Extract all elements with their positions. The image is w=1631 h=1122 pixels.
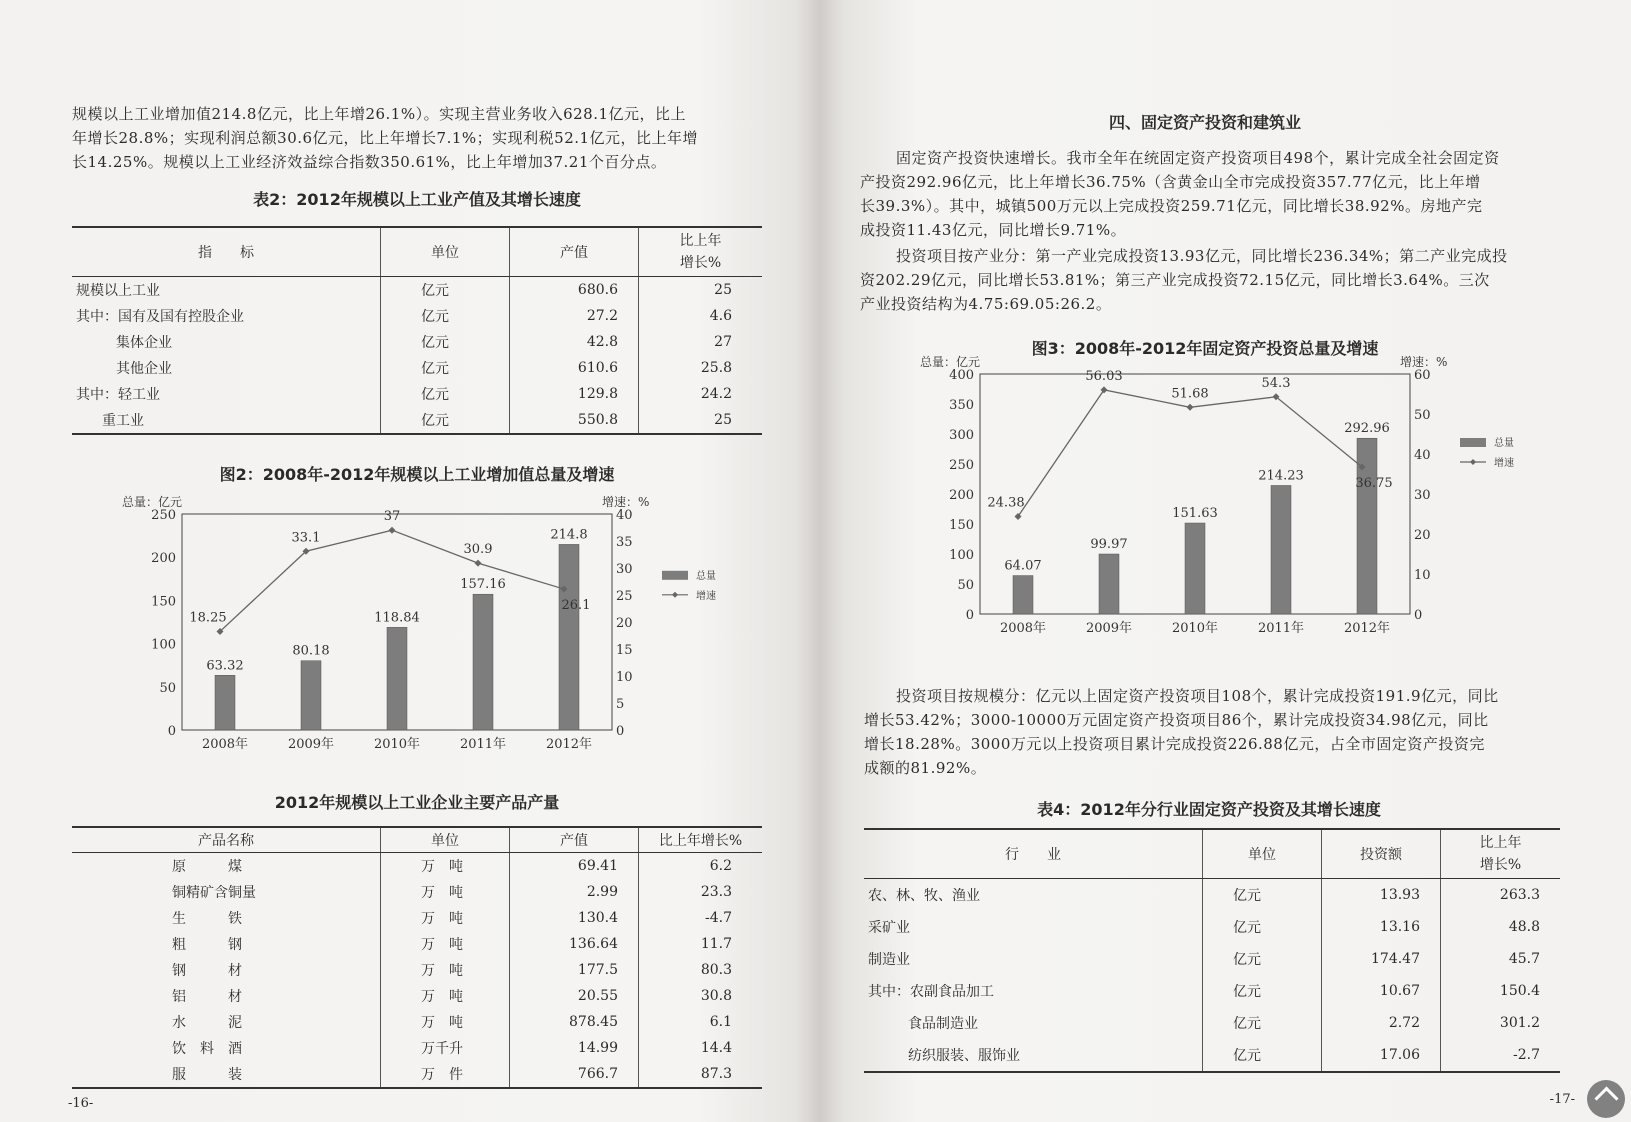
table-row: [72, 303, 762, 329]
table4-cell-growth: 48.8: [1508, 919, 1540, 935]
bar: [1013, 576, 1033, 614]
legend-line-marker: [1470, 459, 1476, 465]
bar-data-label: 157.16: [460, 577, 506, 593]
table3-cell-name: 饮 料 酒: [72, 1035, 381, 1061]
para3-line-2: 增长53.42%；3000-10000万元固定资产投资项目86个，累计完成投资34.98亿元，同比: [864, 711, 1489, 729]
y-axis-title: 总量：亿元: [122, 495, 183, 509]
legend-line-label: 增速: [696, 590, 716, 602]
table3-cell-value: 136.64: [510, 931, 639, 957]
table-row: [864, 1007, 1560, 1039]
table3-cell-growth: 80.3: [700, 962, 732, 978]
y-tick-label: 100: [949, 548, 974, 563]
table-row: [864, 1039, 1560, 1072]
table4-cell-growth: -2.7: [1441, 1039, 1561, 1072]
table4-cell-amount: 13.16: [1322, 911, 1441, 943]
intro-line-2: 年增长28.8%；实现利润总额30.6亿元，比上年增长7.1%；实现利税52.1亿元，比上年增: [72, 129, 699, 147]
para1-line-3: 长39.3%）。其中，城镇500万元以上完成投资259.71亿元，同比增长38.92%。房地产完: [860, 197, 1483, 215]
line-point: [1187, 404, 1194, 411]
table-row: [72, 1061, 762, 1088]
legend-bar-label: 总量: [1494, 438, 1514, 449]
table3-cell-name: 原 煤: [72, 853, 381, 880]
line-data-label: 24.38: [987, 495, 1025, 511]
y2-axis-title: 增速：%: [1400, 355, 1448, 369]
y-tick-label: 300: [949, 428, 974, 443]
table-row: [72, 355, 762, 381]
table2-cell-growth: 27: [714, 334, 732, 350]
table3-cell-value: 878.45: [510, 1009, 639, 1035]
table-row: [72, 853, 762, 880]
y2-tick-label: 35: [616, 535, 633, 550]
chart3-caption: 图3：2008年-2012年固定资产投资总量及增速: [1031, 339, 1379, 358]
table3-cell-name: 铜精矿含铜量: [72, 879, 381, 905]
bar-data-label: 63.32: [206, 658, 244, 674]
table2-cell-value: 610.6: [510, 355, 639, 381]
table2-cell-growth: 25: [639, 407, 763, 434]
table3-caption: 2012年规模以上工业企业主要产品产量: [274, 793, 560, 812]
bar: [387, 627, 407, 730]
bar-data-label: 214.23: [1258, 468, 1304, 484]
bar-data-label: 151.63: [1172, 506, 1218, 522]
x-tick-label: 2012年: [1343, 621, 1391, 636]
table4-cell-amount: 2.72: [1322, 1007, 1441, 1039]
table3-cell-unit: 万 吨: [381, 879, 510, 905]
legend-bar-swatch: [1460, 438, 1486, 447]
table3-cell-name: 服 装: [72, 1061, 381, 1088]
y-tick-label: 350: [949, 398, 974, 413]
table3: [72, 826, 762, 1089]
table2-cell-growth: 25: [714, 282, 732, 298]
table2-cell-value: 550.8: [510, 407, 639, 434]
line-data-label: 33.1: [291, 530, 321, 546]
table2-cell-value: 42.8: [510, 329, 639, 355]
table3-cell-name: 钢 材: [72, 957, 381, 983]
x-tick-label: 2011年: [1257, 621, 1305, 636]
y-tick-label: 0: [167, 724, 176, 739]
table3-cell-growth: 6.2: [709, 858, 732, 874]
para2-line-3: 产业投资结构为4.75:69.05:26.2。: [860, 295, 1112, 313]
y-tick-label: 200: [151, 551, 176, 567]
table4: [864, 828, 1560, 1073]
y2-tick-label: 40: [616, 508, 633, 523]
line-data-label: 51.68: [1171, 386, 1209, 402]
table-row: [72, 381, 762, 407]
line-point: [389, 527, 396, 534]
table-row: [72, 407, 762, 434]
bar-data-label: 64.07: [1004, 558, 1042, 574]
y-axis-title: 总量：亿元: [920, 355, 981, 369]
table3-cell-growth: 23.3: [700, 884, 732, 900]
table2-caption: 表2：2012年规模以上工业产值及其增长速度: [253, 190, 581, 209]
y2-tick-label: 25: [616, 589, 633, 604]
table4-cell-name: 食品制造业: [864, 1007, 1203, 1039]
chart3: [920, 355, 1540, 662]
bar-data-label: 214.8: [550, 527, 588, 543]
y2-axis-title: 增速：%: [602, 495, 650, 509]
table4-header-unit: 单位: [1203, 829, 1322, 879]
table3-cell-unit: 万 吨: [381, 905, 510, 931]
table3-cell-value: 14.99: [510, 1035, 639, 1061]
table2-cell-growth: 24.2: [700, 386, 732, 402]
table2-cell-name: 重工业: [72, 407, 381, 434]
table3-cell-growth: 14.4: [700, 1040, 732, 1056]
bar: [1099, 554, 1119, 614]
table4-cell-amount: 13.93: [1322, 879, 1441, 912]
table4-cell-unit: 亿元: [1203, 1039, 1322, 1072]
x-tick-label: 2010年: [1171, 621, 1219, 636]
table3-cell-unit: 万 吨: [381, 853, 510, 880]
table3-cell-value: 69.41: [510, 853, 639, 880]
line-data-label: 30.9: [463, 542, 493, 558]
x-tick-label: 2008年: [999, 621, 1047, 636]
table3-cell-value: 20.55: [510, 983, 639, 1009]
table3-cell-unit: 万千升: [381, 1035, 510, 1061]
scroll-to-top-button[interactable]: [1587, 1080, 1625, 1118]
para3-line-4: 成额的81.92%。: [864, 759, 987, 777]
intro-line-3: 长14.25%。规模以上工业经济效益综合指数350.61%，比上年增加37.21个百分点。: [72, 153, 667, 171]
table4-header-growth: 比上年 增长%: [1441, 829, 1561, 879]
table4-cell-unit: 亿元: [1203, 1007, 1322, 1039]
table2-cell-name: 其中：轻工业: [72, 381, 381, 407]
table4-cell-unit: 亿元: [1203, 975, 1322, 1007]
y2-tick-label: 60: [1414, 368, 1431, 383]
right-page: [820, 0, 1631, 1122]
line-data-label: 37: [383, 509, 401, 525]
section-title: 四、固定资产投资和建筑业: [1108, 113, 1301, 132]
y2-tick-label: 0: [1414, 608, 1423, 623]
table2-header-unit: 单位: [381, 227, 510, 277]
y-tick-label: 200: [949, 488, 974, 503]
table4-cell-name: 采矿业: [864, 911, 1203, 943]
table4-cell-name: 纺织服装、服饰业: [864, 1039, 1203, 1072]
table2-cell-name: 其中：国有及国有控股企业: [72, 303, 381, 329]
page-number-left: -16-: [68, 1096, 94, 1111]
y2-tick-label: 40: [1414, 448, 1431, 463]
table3-cell-unit: 万 吨: [381, 957, 510, 983]
table2-cell-unit: 亿元: [381, 277, 510, 304]
para3-line-1: 投资项目按规模分：亿元以上固定资产投资项目108个，累计完成投资191.9亿元，同比: [896, 687, 1499, 705]
y-tick-label: 150: [949, 518, 974, 533]
y2-tick-label: 5: [616, 697, 625, 712]
table4-cell-amount: 174.47: [1322, 943, 1441, 975]
table-row: [72, 905, 762, 931]
table3-cell-unit: 万 件: [381, 1061, 510, 1088]
table-row: [72, 931, 762, 957]
bar: [301, 661, 321, 730]
table-row: [72, 879, 762, 905]
table2-cell-value: 27.2: [510, 303, 639, 329]
table2-cell-name: 集体企业: [72, 329, 381, 355]
table2-header-indicator: 指 标: [72, 227, 381, 277]
legend-bar-swatch: [662, 571, 688, 580]
table4-caption: 表4：2012年分行业固定资产投资及其增长速度: [1037, 800, 1381, 819]
table3-cell-name: 生 铁: [72, 905, 381, 931]
table3-cell-growth: 6.1: [709, 1014, 732, 1030]
bar: [1185, 523, 1205, 614]
table3-cell-name: 水 泥: [72, 1009, 381, 1035]
bar: [215, 675, 235, 730]
line-data-label: 54.3: [1261, 375, 1291, 391]
table3-cell-growth: 30.8: [700, 988, 732, 1004]
table2-cell-growth: 25.8: [700, 360, 732, 376]
bar-data-label: 118.84: [374, 610, 420, 626]
legend-bar-label: 总量: [696, 570, 716, 582]
table4-cell-growth: 150.4: [1499, 983, 1540, 999]
table4-cell-amount: 17.06: [1322, 1039, 1441, 1072]
y-tick-label: 150: [151, 594, 176, 610]
table4-cell-unit: 亿元: [1203, 911, 1322, 943]
table-row: [72, 329, 762, 355]
table2-cell-unit: 亿元: [381, 381, 510, 407]
table-row: [864, 943, 1560, 975]
line-point: [475, 560, 482, 567]
table2-cell-growth: 4.6: [709, 308, 732, 324]
para1-line-4: 成投资11.43亿元，同比增长9.71%。: [860, 221, 1127, 239]
table2-cell-unit: 亿元: [381, 407, 510, 434]
para1-line-2: 产投资292.96亿元，比上年增长36.75%（含黄金山全市完成投资357.77亿元，比上年增: [860, 173, 1481, 191]
para1-line-1: 固定资产投资快速增长。我市全年在统固定资产投资项目498个，累计完成全社会固定资: [896, 149, 1500, 167]
table3-cell-value: 177.5: [510, 957, 639, 983]
y2-tick-label: 50: [1414, 408, 1431, 423]
table3-header-name: 产品名称: [72, 827, 381, 853]
bar: [473, 594, 493, 730]
table3-header-value: 产值: [510, 827, 639, 853]
table4-cell-growth: 263.3: [1499, 887, 1540, 903]
x-tick-label: 2010年: [373, 737, 421, 752]
bar: [1271, 485, 1291, 614]
table3-cell-growth: 11.7: [700, 936, 732, 952]
table3-cell-unit: 万 吨: [381, 1009, 510, 1035]
page-number-right: -17-: [1549, 1092, 1575, 1107]
table4-cell-growth: 45.7: [1508, 951, 1540, 967]
y-tick-label: 50: [159, 680, 176, 696]
chevron-up-icon: [1594, 1086, 1618, 1110]
table3-cell-value: 766.7: [510, 1061, 639, 1088]
table4-cell-name: 其中：农副食品加工: [864, 975, 1203, 1007]
table2: [72, 226, 762, 435]
y-tick-label: 0: [965, 608, 974, 623]
table-row: [864, 911, 1560, 943]
table3-cell-name: 粗 钢: [72, 931, 381, 957]
table-row: [864, 879, 1560, 912]
y-tick-label: 250: [151, 508, 176, 523]
table3-header-unit: 单位: [381, 827, 510, 853]
y2-tick-label: 30: [1414, 488, 1431, 503]
table-row: [72, 983, 762, 1009]
table3-cell-name: 铝 材: [72, 983, 381, 1009]
para3-line-3: 增长18.28%。3000万元以上投资项目累计完成投资226.88亿元，占全市固定资产投资完: [864, 735, 1485, 753]
table2-cell-value: 129.8: [510, 381, 639, 407]
table2-cell-value: 680.6: [510, 277, 639, 304]
chart2-caption: 图2：2008年-2012年规模以上工业增加值总量及增速: [219, 465, 615, 484]
table3-cell-unit: 万 吨: [381, 983, 510, 1009]
table4-cell-unit: 亿元: [1203, 943, 1322, 975]
y2-tick-label: 0: [616, 724, 625, 739]
table3-cell-value: 2.99: [510, 879, 639, 905]
y-tick-label: 100: [151, 637, 176, 653]
table3-cell-growth: -4.7: [705, 910, 732, 926]
table4-header-amount: 投资额: [1322, 829, 1441, 879]
table2-cell-name: 规模以上工业: [72, 277, 381, 304]
bar-data-label: 80.18: [292, 643, 330, 659]
y-tick-label: 250: [949, 458, 974, 473]
table4-header-industry: 行 业: [864, 829, 1203, 879]
x-tick-label: 2008年: [201, 737, 249, 752]
line-data-label: 26.1: [561, 598, 591, 614]
y-tick-label: 400: [949, 368, 974, 383]
table2-cell-name: 其他企业: [72, 355, 381, 381]
table3-cell-value: 130.4: [510, 905, 639, 931]
y2-tick-label: 20: [616, 616, 633, 631]
para2-line-2: 资202.29亿元，同比增长53.81%；第三产业完成投资72.15亿元，同比增长3.64%。三次: [860, 271, 1490, 289]
table-row: [72, 1009, 762, 1035]
y2-tick-label: 10: [616, 670, 633, 685]
table2-cell-unit: 亿元: [381, 329, 510, 355]
bar-data-label: 292.96: [1344, 421, 1390, 437]
y2-tick-label: 20: [1414, 528, 1431, 543]
y2-tick-label: 30: [616, 562, 633, 577]
table2-header-growth: 比上年 增长%: [639, 227, 763, 277]
legend-line-label: 增速: [1494, 458, 1514, 469]
x-tick-label: 2012年: [545, 737, 593, 752]
table-row: [864, 975, 1560, 1007]
intro-line-1: 规模以上工业增加值214.8亿元，比上年增26.1%）。实现主营业务收入628.1亿元，比上: [72, 105, 687, 123]
table4-cell-unit: 亿元: [1203, 879, 1322, 912]
line-data-label: 36.75: [1355, 476, 1393, 491]
table2-cell-unit: 亿元: [381, 355, 510, 381]
x-tick-label: 2009年: [1085, 621, 1133, 636]
table4-cell-amount: 10.67: [1322, 975, 1441, 1007]
table3-header-growth: 比上年增长%: [639, 827, 763, 853]
y2-tick-label: 15: [616, 643, 633, 658]
para2-line-1: 投资项目按产业分：第一产业完成投资13.93亿元，同比增长236.34%；第二产业完成投: [896, 247, 1508, 265]
x-tick-label: 2011年: [459, 737, 507, 752]
x-tick-label: 2009年: [287, 737, 335, 752]
y2-tick-label: 10: [1414, 568, 1431, 583]
line-data-label: 56.03: [1085, 368, 1123, 384]
bar-data-label: 99.97: [1090, 537, 1128, 553]
table2-cell-unit: 亿元: [381, 303, 510, 329]
table3-cell-unit: 万 吨: [381, 931, 510, 957]
table-row: [72, 957, 762, 983]
table4-cell-name: 农、林、牧、渔业: [864, 879, 1203, 912]
line-data-label: 18.25: [189, 610, 227, 626]
table2-header-value: 产值: [510, 227, 639, 277]
y-tick-label: 50: [957, 578, 974, 593]
table-row: [72, 1035, 762, 1061]
bar: [559, 544, 579, 730]
legend-line-marker: [672, 592, 678, 598]
table-row: [72, 277, 762, 304]
table3-cell-growth: 87.3: [639, 1061, 763, 1088]
chart2: [122, 492, 750, 782]
table4-cell-name: 制造业: [864, 943, 1203, 975]
table4-cell-growth: 301.2: [1499, 1015, 1540, 1031]
